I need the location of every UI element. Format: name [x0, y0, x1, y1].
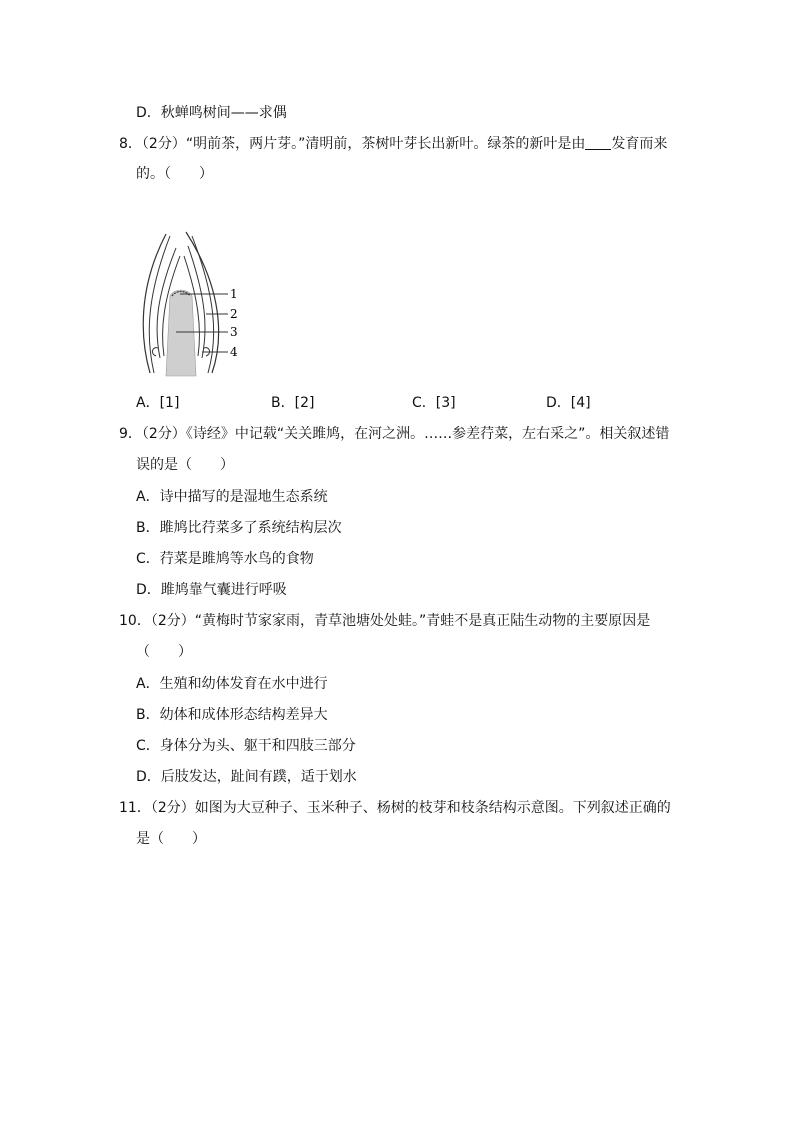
bud-axis [166, 290, 196, 376]
q9-option-a: A．诗中描写的是湿地生态系统 [136, 489, 328, 505]
q10-option-b: B．幼体和成体形态结构差异大 [136, 707, 328, 723]
fig-label-2: 2 [230, 307, 238, 321]
leaf-primordium-left [152, 348, 158, 356]
q8-option-d: D．[4] [546, 395, 591, 411]
q9-option-c: C．荇菜是雎鸠等水鸟的食物 [136, 551, 314, 567]
q10-stem-line2: （ ） [136, 644, 192, 660]
fig-label-3: 3 [230, 325, 238, 339]
q10-option-d: D．后肢发达，趾间有蹼，适于划水 [136, 769, 357, 785]
q8-answer-blank [585, 135, 611, 150]
q8-option-b: B．[2] [271, 395, 315, 411]
q9-stem-line1: 9．（2分）《诗经》中记载“关关雎鸠，在河之洲。……参差荇菜，左右采之”。相关叙述错 [119, 426, 670, 442]
q7-option-d: D．秋蝉鸣树间——求偶 [136, 105, 287, 121]
q11-stem-line2: 是（ ） [136, 831, 206, 847]
q8-option-c: C．[3] [412, 395, 456, 411]
q8-stem-line1 [119, 134, 667, 154]
q10-option-c: C．身体分为头、躯干和四肢三部分 [136, 738, 356, 754]
q10-stem-line1: 10．（2分）“黄梅时节家家雨，青草池塘处处蛙。”青蛙不是真正陆生动物的主要原因是 [119, 613, 651, 629]
q8-stem-text-a: 8．（2分）“明前茶，两片芽。”清明前，茶树叶芽长出新叶。绿茶的新叶是由 [119, 136, 586, 152]
q10-option-a: A．生殖和幼体发育在水中进行 [136, 676, 328, 692]
q8-stem-text-b: 发育而来 [611, 136, 668, 152]
fig-label-1: 1 [230, 287, 238, 301]
bud-outer-scale-left [143, 234, 166, 373]
q9-option-d: D．雎鸠靠气囊进行呼吸 [136, 582, 287, 598]
q11-stem-line1: 11．（2分）如图为大豆种子、玉米种子、杨树的枝芽和枝条结构示意图。下列叙述正确的 [119, 800, 671, 816]
fig-label-4: 4 [230, 345, 238, 359]
q8-stem-line2: 的。（ ） [136, 166, 213, 182]
bud-structure-figure [136, 228, 246, 378]
q9-stem-line2: 误的是（ ） [136, 457, 234, 473]
q8-option-a: A．[1] [136, 395, 180, 411]
q9-option-b: B．雎鸠比荇菜多了系统结构层次 [136, 520, 342, 536]
